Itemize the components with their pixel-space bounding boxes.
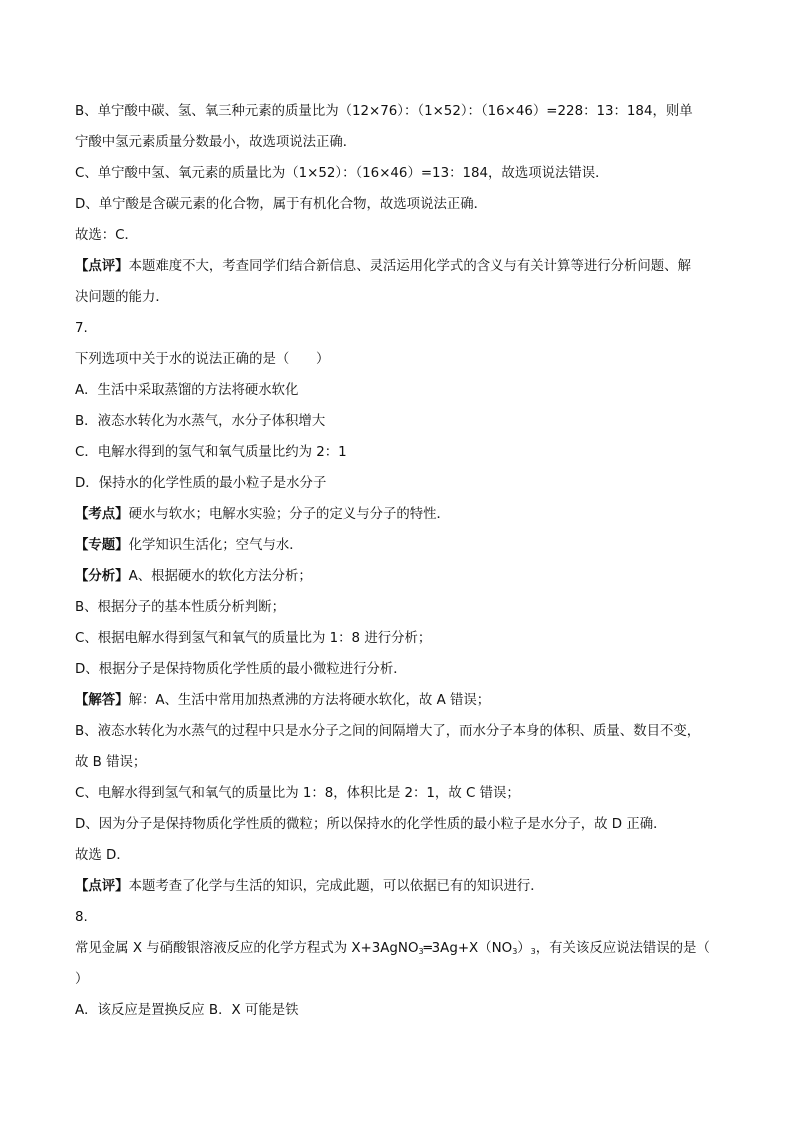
section-tag: 【分析】 [75,569,129,584]
section-tag: 【专题】 [75,538,129,553]
text-line [75,96,725,127]
line-text: 7. [75,321,88,336]
q8-sub-a: 3 [418,947,424,956]
text-line [75,344,725,375]
text-line [75,623,725,654]
text-line [75,251,725,282]
q8-stem-a: 常见金属 X 与硝酸银溶液反应的化学方程式为 X+3AgNO [75,941,419,956]
line-text: B、根据分子的基本性质分析判断； [75,600,286,615]
text-line [75,406,725,437]
line-text: C、电解水得到氢气和氧气的质量比为 1：8，体积比是 2：1，故 C 错误； [75,786,520,801]
text-line [75,685,725,716]
text-lines [75,96,725,933]
text-line [75,778,725,809]
line-text: D、因为分子是保持物质化学性质的微粒；所以保持水的化学性质的最小粒子是水分子，故 D 正确． [75,817,667,832]
line-text: B．液态水转化为水蒸气，水分子体积增大 [75,414,326,429]
q8-sub-c: 3 [530,947,536,956]
line-text: A、根据硬水的软化方法分析； [128,569,312,584]
q8-stem-b: ═3Ag+X（NO [423,941,513,956]
line-text: 下列选项中关于水的说法正确的是（ ） [75,352,330,367]
text-line [75,747,725,778]
q8-stem-line-2: ） [75,972,89,987]
line-text: 本题考查了化学与生活的知识，完成此题，可以依据已有的知识进行． [128,879,544,894]
line-text: D．保持水的化学性质的最小粒子是水分子 [75,476,327,491]
text-line [75,902,725,933]
line-text: 硬水与软水；电解水实验；分子的定义与分子的特性． [128,507,450,522]
q8-stem-c: ） [517,941,531,956]
line-text: B、液态水转化为水蒸气的过程中只是水分子之间的间隔增大了，而水分子本身的体积、质量、数目不变， [75,724,701,739]
line-text: A．生活中采取蒸馏的方法将硬水软化 [75,383,299,398]
text-line [75,375,725,406]
text-line [75,592,725,623]
section-tag: 【点评】 [75,259,129,274]
text-line [75,189,725,220]
line-text: 本题难度不大，考查同学们结合新信息、灵活运用化学式的含义与有关计算等进行分析问题、解 [128,259,691,274]
line-text: D、根据分子是保持物质化学性质的最小微粒进行分析． [75,662,407,677]
text-line [75,468,725,499]
line-text: 决问题的能力． [75,290,169,305]
line-text: 解：A、生活中常用加热煮沸的方法将硬水软化，故 A 错误； [128,693,491,708]
q8-stem-d: ，有关该反应说法错误的是（ [535,941,710,956]
line-text: 8. [75,910,88,925]
section-tag: 【点评】 [75,879,129,894]
text-line [75,809,725,840]
text-line [75,840,725,871]
line-text: C．电解水得到的氢气和氧气质量比约为 2：1 [75,445,347,460]
line-text: C、根据电解水得到氢气和氧气的质量比为 1：8 进行分析； [75,631,432,646]
text-line [75,654,725,685]
line-text: C、单宁酸中氢、氧元素的质量比为（1×52）：（16×46）=13：184，故选项说法错误． [75,166,609,181]
text-line [75,158,725,189]
q8-option-line: A．该反应是置换反应 B．X 可能是铁 [75,1003,299,1018]
section-tag: 【考点】 [75,507,129,522]
text-line [75,716,725,747]
text-line [75,282,725,313]
text-line [75,499,725,530]
text-line [75,437,725,468]
q8-stem-line [75,933,725,964]
text-line [75,561,725,592]
line-text: 宁酸中氢元素质量分数最小，故选项说法正确． [75,135,357,150]
line-text: 故选：C． [75,228,138,243]
text-line [75,220,725,251]
text-line [75,871,725,902]
line-text: 化学知识生活化；空气与水． [128,538,303,553]
q8-sub-b: 3 [512,947,518,956]
line-text: B、单宁酸中碳、氢、氧三种元素的质量比为（12×76）：（1×52）：（16×46）=228：13：184，则单 [75,104,693,119]
line-text: D、单宁酸是含碳元素的化合物，属于有机化合物，故选项说法正确． [75,197,488,212]
section-tag: 【解答】 [75,693,129,708]
text-line [75,313,725,344]
text-line [75,127,725,158]
document-page [75,96,725,1026]
text-line [75,530,725,561]
line-text: 故 B 错误； [75,755,147,770]
line-text: 故选 D． [75,848,130,863]
